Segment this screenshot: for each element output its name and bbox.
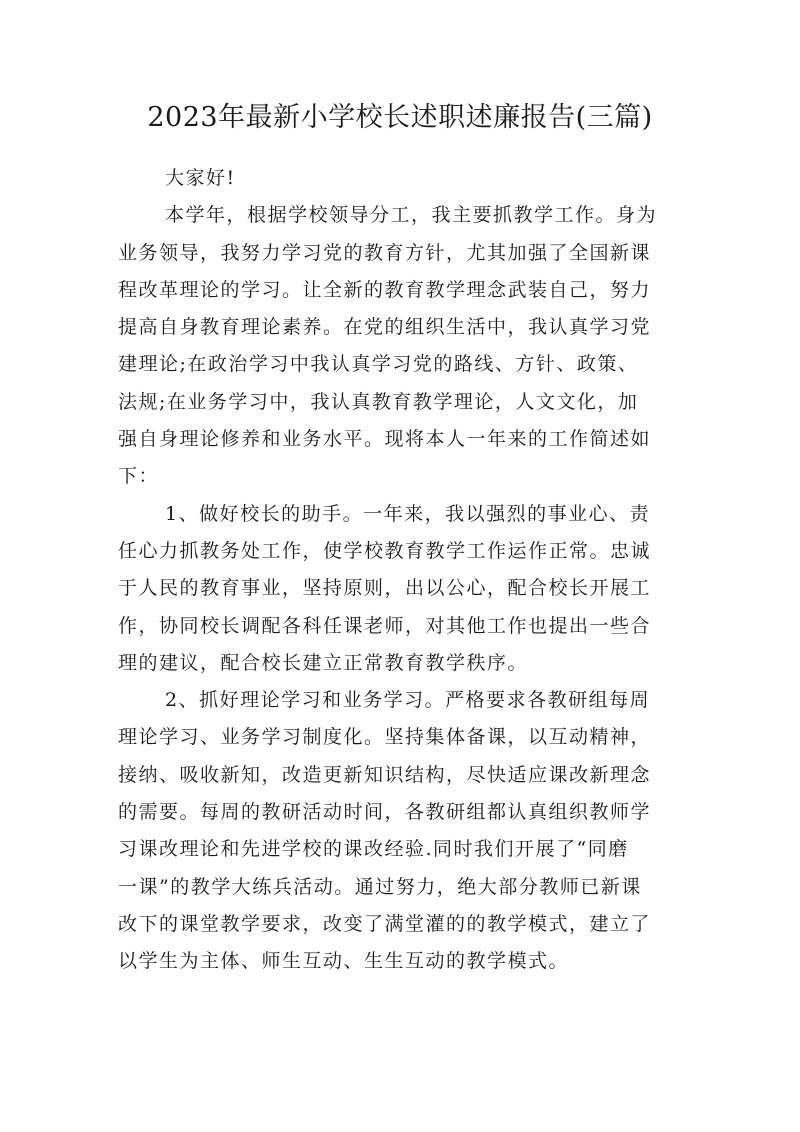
text-line: 下： — [118, 465, 160, 488]
text-line: 提高自身教育理论素养。在党的组织生活中，我认真学习党 — [118, 316, 652, 339]
text-line: 以学生为主体、师生互动、生生互动的教学模式。 — [118, 950, 570, 973]
text-line: 程改革理论的学习。让全新的教育教学理念武装自己，努力 — [118, 278, 652, 301]
text-line: 强自身理论修养和业务水平。现将本人一年来的工作简述如 — [118, 428, 652, 451]
text-line: 法规;在业务学习中，我认真教育教学理论，人文文化，加 — [118, 390, 639, 413]
text-line: 于人民的教育事业，坚持原则，出以公心，配合校长开展工 — [118, 577, 652, 600]
text-line: 大家好! — [165, 167, 236, 189]
text-line: 一课”的教学大练兵活动。通过努力，绝大部分教师已新课 — [118, 875, 642, 898]
text-line: 改下的课堂教学要求，改变了满堂灌的的教学模式，建立了 — [118, 912, 652, 935]
text-line: 任心力抓教务处工作，使学校教育教学工作运作正常。忠诚 — [118, 539, 652, 562]
page-title: 2023年最新小学校长述职述廉报告(三篇) — [147, 102, 653, 133]
text-line: 的需要。每周的教研活动时间，各教研组都认真组织教师学 — [118, 801, 652, 824]
text-line: 作，协同校长调配各科任课老师，对其他工作也提出一些合 — [118, 614, 652, 637]
text-line: 习课改理论和先进学校的课改经验.同时我们开展了“同磨 — [118, 838, 629, 861]
document-body — [118, 160, 690, 981]
text-line: 理的建议，配合校长建立正常教育教学秩序。 — [118, 651, 529, 674]
text-line: 理论学习、业务学习制度化。坚持集体备课，以互动精神， — [118, 726, 652, 749]
text-line: 本学年，根据学校领导分工，我主要抓教学工作。身为 — [165, 204, 658, 227]
text-line: 接纳、吸收新知，改造更新知识结构，尽快适应课改新理念 — [118, 763, 652, 786]
text-line: 1、做好校长的助手。一年来，我以强烈的事业心、责 — [165, 502, 651, 525]
text-line: 业务领导，我努力学习党的教育方针，尤其加强了全国新课 — [118, 241, 652, 264]
text-line: 2、抓好理论学习和业务学习。严格要求各教研组每周 — [165, 689, 651, 712]
text-line: 建理论;在政治学习中我认真学习党的路线、方针、政策、 — [118, 353, 639, 376]
